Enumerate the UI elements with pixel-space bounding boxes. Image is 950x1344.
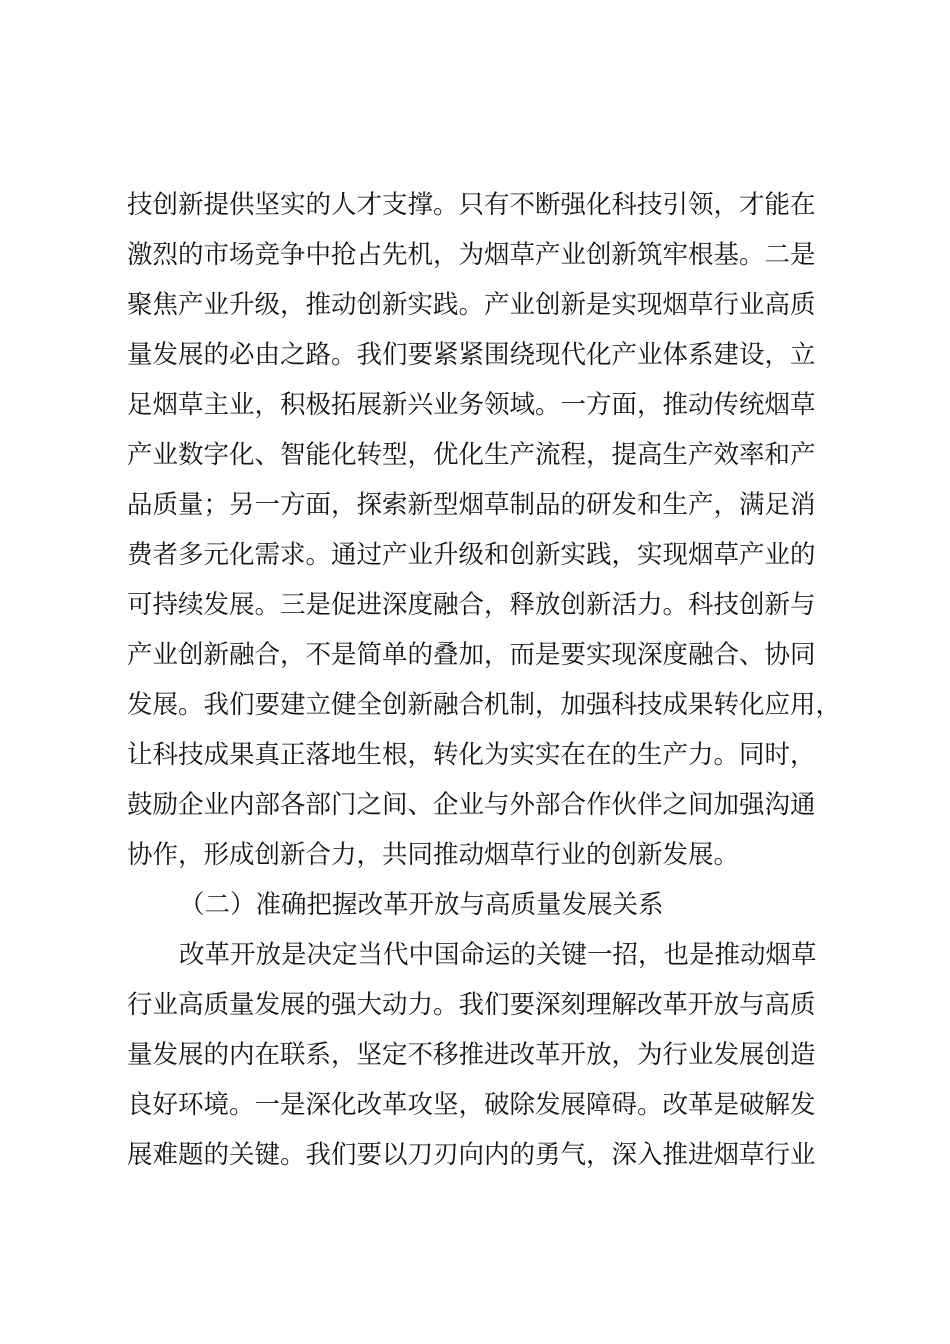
paragraph-line: 发展。我们要建立健全创新融合机制，加强科技成果转化应用， xyxy=(127,690,842,720)
paragraph-line: 协作，形成创新合力，共同推动烟草行业的创新发展。 xyxy=(127,840,740,870)
paragraph-line: 可持续发展。三是促进深度融合，释放创新活力。科技创新与 xyxy=(127,590,816,620)
paragraph-line: 技创新提供坚实的人才支撑。只有不断强化科技引领，才能在 xyxy=(127,190,816,220)
paragraph-line: 改革开放是决定当代中国命运的关键一招，也是推动烟草 xyxy=(179,940,817,970)
section-heading: （二）准确把握改革开放与高质量发展关系 xyxy=(179,890,664,920)
paragraph-line: 展难题的关键。我们要以刀刃向内的勇气，深入推进烟草行业 xyxy=(127,1140,816,1170)
paragraph-line: 鼓励企业内部各部门之间、企业与外部合作伙伴之间加强沟通 xyxy=(127,790,816,820)
paragraph-line: 良好环境。一是深化改革攻坚，破除发展障碍。改革是破解发 xyxy=(127,1090,816,1120)
paragraph-line: 产业创新融合，不是简单的叠加，而是要实现深度融合、协同 xyxy=(127,640,816,670)
paragraph-line: 产业数字化、智能化转型，优化生产流程，提高生产效率和产 xyxy=(127,440,816,470)
paragraph-line: 让科技成果真正落地生根，转化为实实在在的生产力。同时， xyxy=(127,740,816,770)
paragraph-line: 量发展的必由之路。我们要紧紧围绕现代化产业体系建设，立 xyxy=(127,340,816,370)
paragraph-line: 足烟草主业，积极拓展新兴业务领域。一方面，推动传统烟草 xyxy=(127,390,816,420)
paragraph-line: 聚焦产业升级，推动创新实践。产业创新是实现烟草行业高质 xyxy=(127,290,816,320)
paragraph-line: 激烈的市场竞争中抢占先机，为烟草产业创新筑牢根基。二是 xyxy=(127,240,816,270)
paragraph-line: 量发展的内在联系，坚定不移推进改革开放，为行业发展创造 xyxy=(127,1040,816,1070)
paragraph-line: 费者多元化需求。通过产业升级和创新实践，实现烟草产业的 xyxy=(127,540,816,570)
paragraph-line: 品质量；另一方面，探索新型烟草制品的研发和生产，满足消 xyxy=(127,490,816,520)
paragraph-line: 行业高质量发展的强大动力。我们要深刻理解改革开放与高质 xyxy=(127,990,816,1020)
document-body xyxy=(127,180,847,1180)
